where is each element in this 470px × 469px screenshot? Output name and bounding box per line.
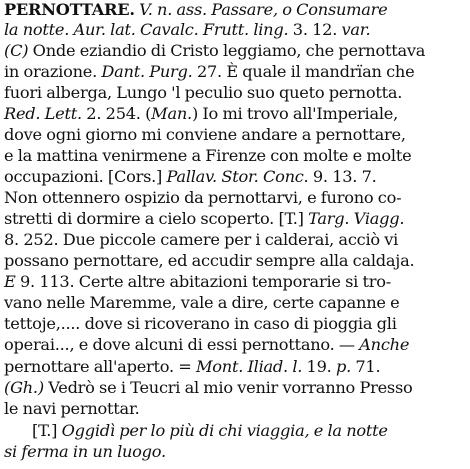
text-run: e la mattina venirmene a Firenze con molte e molte <box>4 146 412 165</box>
italic-text: Man. <box>151 104 192 123</box>
italic-text: V. n. ass. Passare, o Consumare <box>134 0 388 19</box>
italic-text: (C) <box>4 41 29 60</box>
italic-text: E <box>4 272 16 291</box>
entry-line <box>4 125 406 145</box>
text-run: Vedrò se i Teucri al mio venir vorranno Presso <box>43 378 413 397</box>
entry-line <box>4 399 140 419</box>
text-run: 71. <box>350 357 381 376</box>
entry-line <box>4 357 380 377</box>
text-run: dove ogni giorno mi conviene andare a pernottare, <box>4 125 406 144</box>
italic-text: Mont. Iliad. l. <box>195 357 303 376</box>
headword: PERNOTTARE. <box>4 0 135 19</box>
entry-line <box>4 314 397 334</box>
entry-line <box>4 83 402 103</box>
text-run: 2. 254. ( <box>81 104 152 123</box>
italic-text: Anche <box>359 335 410 354</box>
italic-text: la notte. Aur. lat. Cavalc. Frutt. ling. <box>4 20 293 39</box>
text-run: 9. 113. Certe altre abitazioni temporarie si tro- <box>15 272 391 291</box>
entry-line <box>32 421 388 441</box>
entry-line <box>4 188 401 208</box>
text-run: occupazioni. [Cors.] <box>4 167 167 186</box>
text-run: [T.] <box>32 421 62 440</box>
text-run: 27. È quale il mandrïan che <box>192 62 415 81</box>
entry-line <box>4 20 370 40</box>
entry-line <box>4 209 404 229</box>
entry-line <box>4 146 411 166</box>
text-run: fuori alberga, Lungo 'l peculio suo queto pernotta. <box>4 83 403 102</box>
italic-text: var. <box>341 20 371 39</box>
italic-text: Dant. Purg. <box>101 62 193 81</box>
text-run: vano nelle Maremme, vale a dire, certe capanne e <box>4 293 400 312</box>
italic-text: si ferma in un luogo. <box>4 442 166 461</box>
entry-line <box>4 41 425 61</box>
italic-text: Targ. Viagg. <box>308 209 405 228</box>
entry-line <box>4 0 388 20</box>
entry-line <box>4 293 399 313</box>
entry-line <box>4 378 413 398</box>
text-run: in orazione. <box>4 62 102 81</box>
text-run: ) Io mi trovo all'Imperiale, <box>191 104 399 123</box>
entry-line <box>4 251 414 271</box>
text-run: 8. 252. Due piccole camere per i calderai, acciò vi <box>4 230 399 249</box>
text-run: Onde eziandio di Cristo leggiamo, che pernottava <box>28 41 426 60</box>
text-run: 3. 12. <box>292 20 342 39</box>
italic-text: Red. Lett. <box>4 104 82 123</box>
text-run: tettoje,.... dove si ricoverano in caso di pioggia gli <box>4 314 397 333</box>
entry-line <box>4 272 391 292</box>
italic-text: Pallav. Stor. Conc. <box>166 167 309 186</box>
text-run: operai..., e dove alcuni di essi pernottano. — <box>4 335 360 354</box>
text-run: stretti di dormire a cielo scoperto. [T.] <box>4 209 309 228</box>
entry-line <box>4 442 166 462</box>
text-run: 19. <box>302 357 336 376</box>
text-run: possano pernottare, ed accudir sempre alla caldaja. <box>4 251 415 270</box>
entry-line <box>4 230 398 250</box>
italic-text: (Gh.) <box>4 378 44 397</box>
italic-text: Oggidì per lo più di chi viaggia, e la notte <box>61 421 388 440</box>
entry-line <box>4 62 414 82</box>
entry-line <box>4 335 409 355</box>
entry-line <box>4 167 377 187</box>
text-run: Non ottennero ospizio da pernottarvi, e furono co- <box>4 188 402 207</box>
text-run: 9. 13. 7. <box>308 167 377 186</box>
text-run: pernottare all'aperto. = <box>4 357 196 376</box>
text-run: le navi pernottar. <box>4 399 140 418</box>
entry-line <box>4 104 398 124</box>
italic-text: p. <box>335 357 351 376</box>
